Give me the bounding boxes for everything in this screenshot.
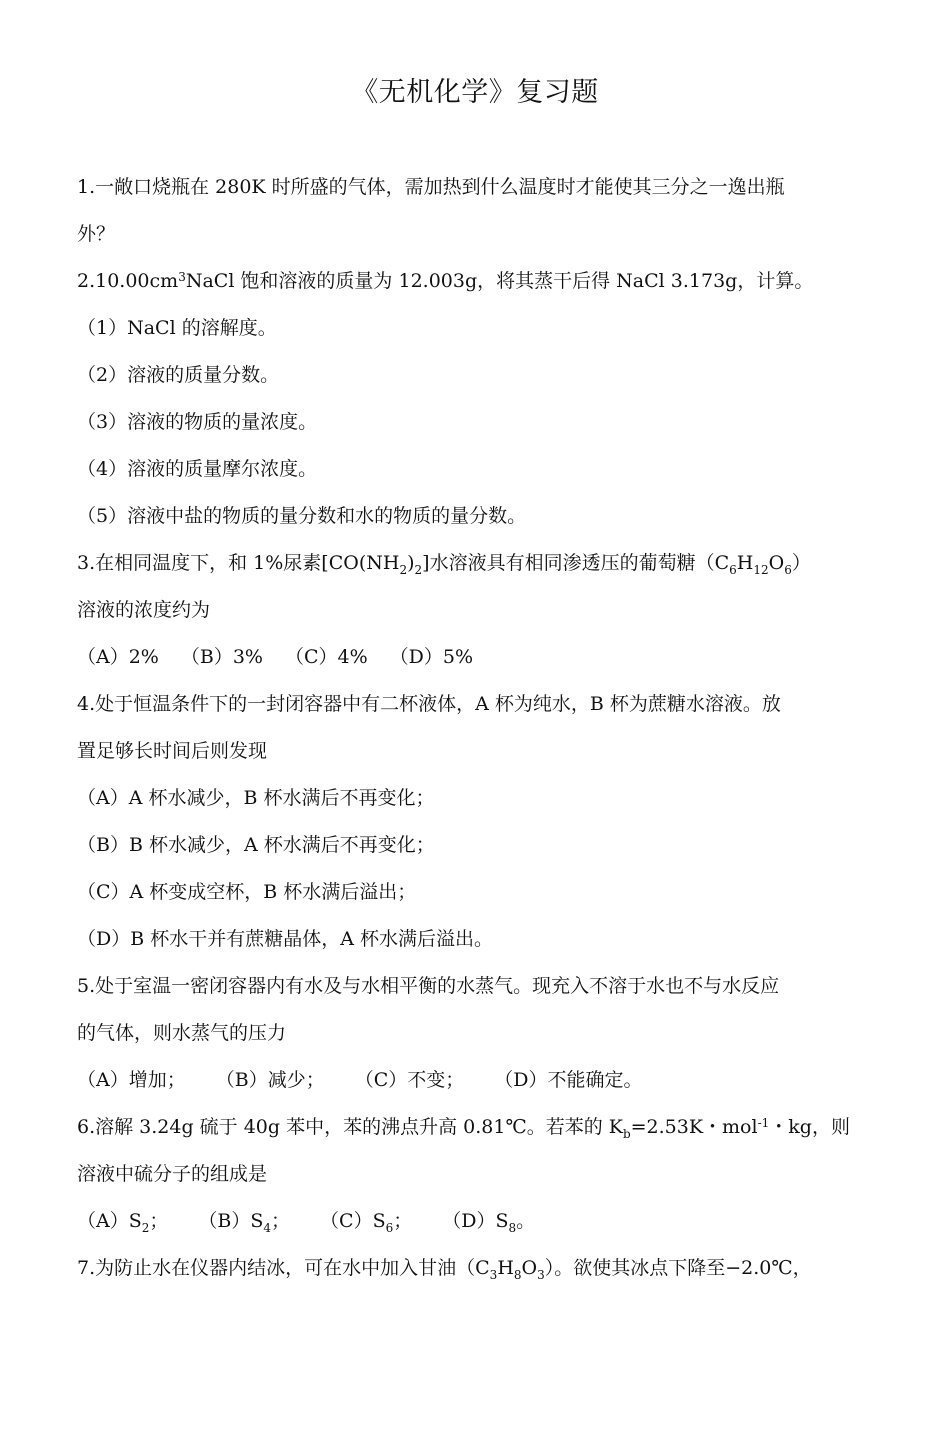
q2-stem-a: 2.10.00cm <box>77 270 179 292</box>
q6-part-b: =2.53K・mol <box>630 1116 758 1138</box>
question-6-options <box>77 1198 867 1245</box>
q6-part-c: ・kg，则 <box>769 1116 850 1138</box>
question-3-line-2: 溶液的浓度约为 <box>77 599 211 621</box>
q6-option-c-punct: ； <box>393 1210 413 1232</box>
q7-part-d: ）。欲使其冰点下降至−2.0℃， <box>544 1257 812 1279</box>
question-list <box>77 164 867 1292</box>
q3-part-c: ]水溶液具有相同渗透压的葡萄糖（C <box>422 552 730 574</box>
question-4-option-c: （C）A 杯变成空杯，B 杯水满后溢出； <box>77 881 417 903</box>
question-2-item-3: （3）溶液的物质的量浓度。 <box>77 411 318 433</box>
question-1-line-1: 1.一敞口烧瓶在 280K 时所盛的气体，需加热到什么温度时才能使其三分之一逸出瓶 <box>77 176 785 198</box>
q3-sub-5: 6 <box>784 563 792 577</box>
q3-sub-4: 12 <box>753 563 769 577</box>
question-4-option-d: （D）B 杯水干并有蔗糖晶体，A 杯水满后溢出。 <box>77 928 493 950</box>
q6-part-a: 6.溶解 3.24g 硫于 40g 苯中，苯的沸点升高 0.81℃。若苯的 K <box>77 1116 623 1138</box>
q7-part-a: 7.为防止水在仪器内结冰，可在水中加入甘油（C <box>77 1257 490 1279</box>
q3-option-d: （D）5% <box>389 646 474 668</box>
q6-sup: -1 <box>757 1116 770 1130</box>
q3-sub-2: 2 <box>414 563 423 577</box>
q6-option-c-text: （C）S <box>320 1210 386 1232</box>
q6-option-b-punct: ； <box>271 1210 291 1232</box>
q7-sub-1: 3 <box>489 1268 498 1282</box>
q3-option-b: （B）3% <box>180 646 263 668</box>
q3-part-b: ) <box>407 552 415 574</box>
question-5-line-2: 的气体，则水蒸气的压力 <box>77 1022 287 1044</box>
q6-option-a-text: （A）S <box>77 1210 142 1232</box>
question-4-option-b: （B）B 杯水减少，A 杯水满后不再变化； <box>77 834 435 856</box>
q6-option-d-punct: 。 <box>516 1210 536 1232</box>
q6-sub: b <box>622 1127 631 1141</box>
q3-part-d: H <box>736 552 754 574</box>
q7-part-c: O <box>521 1257 538 1279</box>
q3-part-a: 3.在相同温度下，和 1%尿素[CO(NH <box>77 552 400 574</box>
question-7-stem <box>77 1245 867 1292</box>
question-6-line-2: 溶液中硫分子的组成是 <box>77 1163 268 1185</box>
q6-option-b <box>198 1210 291 1235</box>
question-2-item-5: （5）溶液中盐的物质的量分数和水的物质的量分数。 <box>77 505 527 527</box>
question-1-line-2: 外？ <box>77 223 116 245</box>
question-6-stem <box>77 1104 867 1151</box>
q6-option-a-sub: 2 <box>141 1221 150 1235</box>
question-4-line-2: 置足够长时间后则发现 <box>77 740 268 762</box>
q3-sub-3: 6 <box>729 563 737 577</box>
q6-option-d-sub: 8 <box>508 1221 517 1235</box>
q6-option-c <box>320 1210 413 1235</box>
q3-part-f: ） <box>791 552 811 574</box>
q3-part-e: O <box>768 552 785 574</box>
q6-option-b-sub: 4 <box>263 1221 272 1235</box>
page-title: 《无机化学》复习题 <box>351 77 599 108</box>
question-5-options <box>77 1057 867 1104</box>
q2-stem-b: NaCl 饱和溶液的质量为 12.003g，将其蒸干后得 NaCl 3.173g，计算。 <box>185 270 814 292</box>
q5-option-d: （D）不能确定。 <box>494 1069 643 1091</box>
q6-option-b-text: （B）S <box>198 1210 264 1232</box>
q6-option-a <box>77 1210 169 1235</box>
q5-option-a: （A）增加； <box>77 1069 186 1091</box>
question-3-stem <box>77 540 867 587</box>
q6-option-a-punct: ； <box>149 1210 169 1232</box>
q3-option-c: （C）4% <box>284 646 368 668</box>
q7-sub-3: 3 <box>537 1268 545 1282</box>
question-4-option-a: （A）A 杯水减少，B 杯水满后不再变化； <box>77 787 435 809</box>
q3-sub-1: 2 <box>399 563 408 577</box>
question-2-stem <box>77 258 867 305</box>
q7-sub-2: 8 <box>513 1268 522 1282</box>
question-4-line-1: 4.处于恒温条件下的一封闭容器中有二杯液体，A 杯为纯水，B 杯为蔗糖水溶液。放 <box>77 693 781 715</box>
q6-option-d <box>442 1210 536 1235</box>
question-2-item-2: （2）溶液的质量分数。 <box>77 364 280 386</box>
q2-sup: 3 <box>178 270 186 284</box>
question-2-item-4: （4）溶液的质量摩尔浓度。 <box>77 458 318 480</box>
q6-option-c-sub: 6 <box>385 1221 394 1235</box>
q5-option-c: （C）不变； <box>354 1069 465 1091</box>
q7-part-b: H <box>497 1257 514 1279</box>
question-5-line-1: 5.处于室温一密闭容器内有水及与水相平衡的水蒸气。现充入不溶于水也不与水反应 <box>77 975 780 997</box>
q5-option-b: （B）减少； <box>215 1069 325 1091</box>
question-2-item-1: （1）NaCl 的溶解度。 <box>77 317 277 339</box>
q6-option-d-text: （D）S <box>442 1210 509 1232</box>
q3-option-a: （A）2% <box>77 646 159 668</box>
question-3-options <box>77 634 867 681</box>
